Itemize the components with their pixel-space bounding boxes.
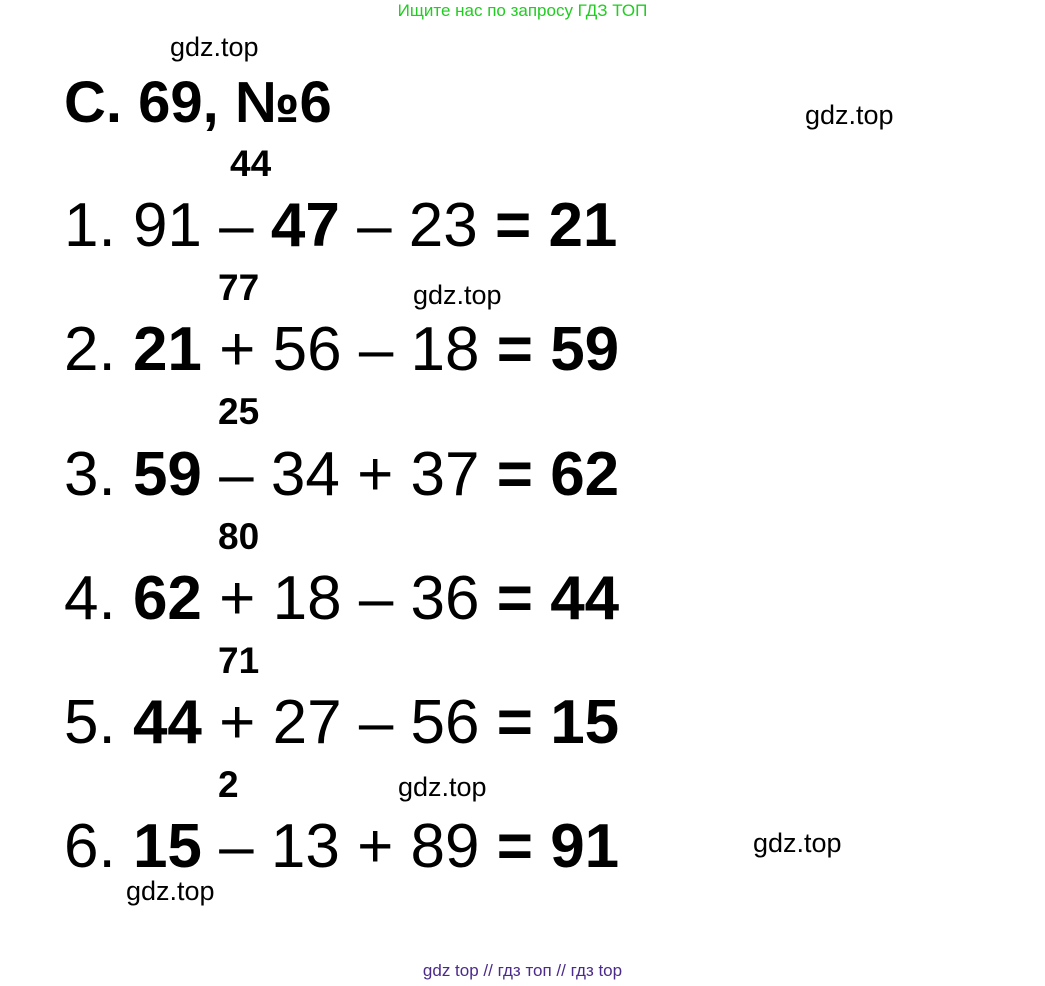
- page-title: С. 69, №6: [64, 70, 332, 135]
- equation-number: 5.: [64, 688, 116, 757]
- search-banner: Ищите нас по запросу ГДЗ ТОП: [397, 1, 648, 20]
- equals-sign: =: [496, 812, 533, 881]
- watermark: gdz.top: [753, 828, 842, 858]
- equals-sign: =: [495, 191, 532, 260]
- watermark: gdz.top: [805, 100, 894, 130]
- intermediate-result: 25: [218, 391, 260, 432]
- operator: +: [357, 440, 394, 509]
- watermark: gdz.top: [398, 772, 487, 802]
- equation-number: 4.: [64, 564, 116, 633]
- operator: –: [219, 191, 254, 260]
- operator: –: [358, 688, 394, 757]
- operand: 15: [132, 812, 202, 881]
- operator: +: [357, 812, 394, 881]
- operand: 56: [410, 688, 480, 757]
- result: 62: [550, 440, 620, 509]
- equals-sign: =: [496, 688, 533, 757]
- equals-sign: =: [496, 564, 533, 633]
- operand: 27: [272, 688, 342, 757]
- operand: 37: [410, 440, 480, 509]
- result: 44: [550, 564, 620, 633]
- equation-line: [64, 814, 619, 880]
- equals-sign: =: [496, 315, 533, 384]
- intermediate-result: 2: [218, 764, 239, 805]
- watermark: gdz.top: [413, 280, 502, 310]
- operand: 44: [132, 688, 202, 757]
- result: 91: [550, 812, 620, 881]
- watermark: gdz.top: [126, 876, 215, 906]
- equation-number: 2.: [64, 315, 116, 384]
- equation-line: [64, 566, 619, 632]
- operand: 62: [132, 564, 202, 633]
- equals-sign: =: [496, 440, 533, 509]
- equation-line: [64, 690, 619, 756]
- operator: –: [219, 812, 254, 881]
- equation-number: 3.: [64, 440, 116, 509]
- operand: 56: [272, 315, 342, 384]
- operator: –: [219, 440, 254, 509]
- operand: 13: [270, 812, 340, 881]
- equation-line: [64, 317, 619, 383]
- operand: 36: [410, 564, 480, 633]
- operator: +: [219, 315, 256, 384]
- intermediate-result: 80: [218, 516, 260, 557]
- equation-number: 1.: [64, 191, 116, 260]
- footer-links[interactable]: gdz top // гдз топ // гдз top: [422, 961, 623, 980]
- operator: +: [219, 564, 256, 633]
- operand: 21: [132, 315, 202, 384]
- intermediate-result: 77: [218, 267, 260, 308]
- operator: –: [358, 564, 394, 633]
- operand: 47: [270, 191, 340, 260]
- result: 15: [550, 688, 620, 757]
- operand: 34: [270, 440, 340, 509]
- operand: 23: [408, 191, 478, 260]
- watermark: gdz.top: [170, 32, 259, 62]
- operator: –: [358, 315, 394, 384]
- operand: 59: [132, 440, 202, 509]
- operand: 18: [410, 315, 480, 384]
- operand: 91: [132, 191, 202, 260]
- equation-line: [64, 193, 617, 259]
- result: 21: [548, 191, 618, 260]
- equation-line: [64, 442, 619, 508]
- operand: 89: [410, 812, 480, 881]
- intermediate-result: 44: [230, 143, 272, 184]
- result: 59: [550, 315, 620, 384]
- operator: –: [357, 191, 392, 260]
- equation-number: 6.: [64, 812, 116, 881]
- operand: 18: [272, 564, 342, 633]
- intermediate-result: 71: [218, 640, 260, 681]
- operator: +: [219, 688, 256, 757]
